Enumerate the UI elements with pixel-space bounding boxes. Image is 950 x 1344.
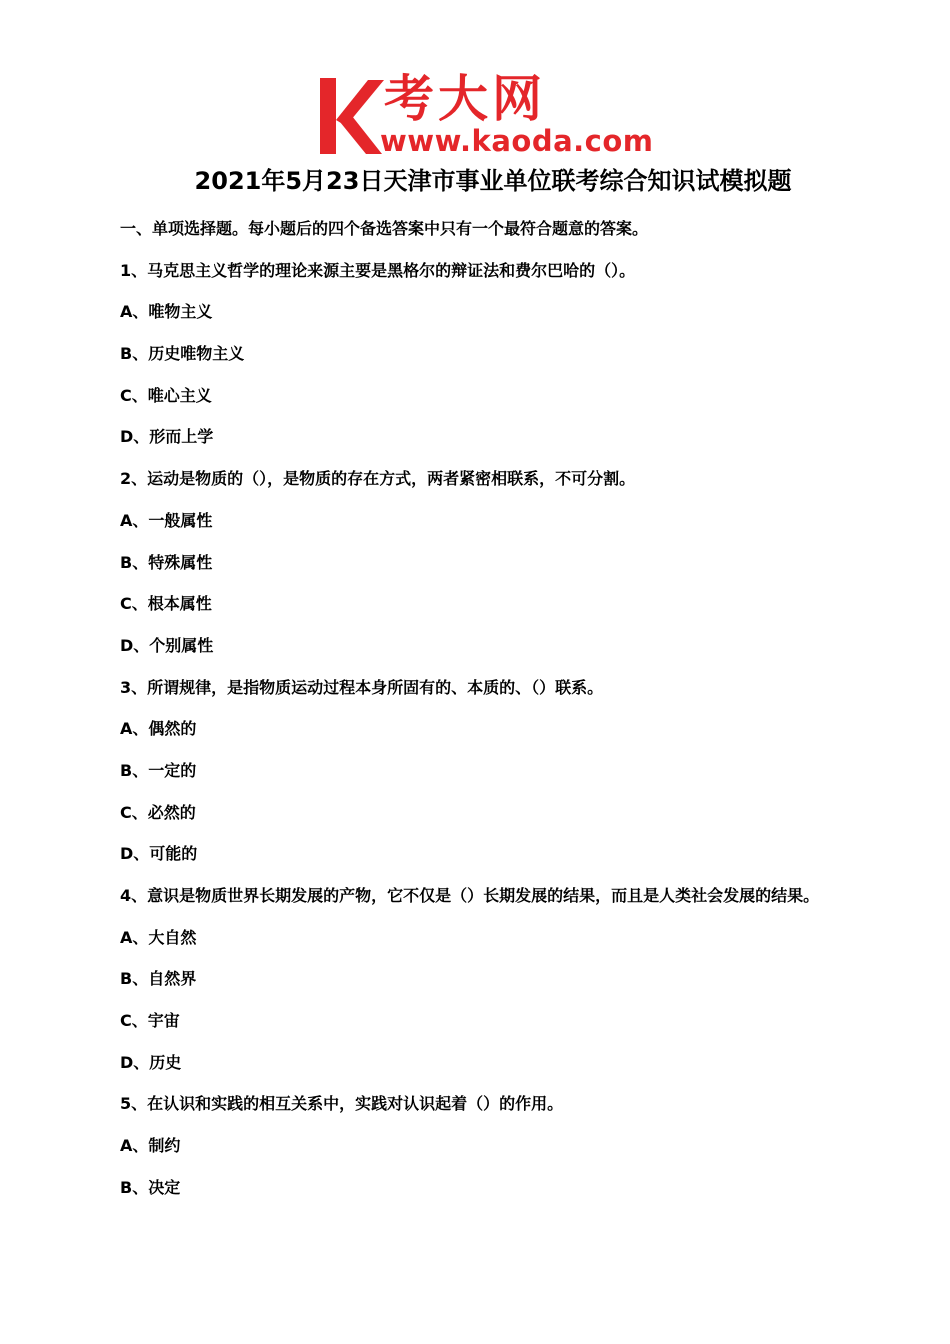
- answer-option: B、自然界: [120, 969, 197, 989]
- answer-option: A、大自然: [120, 927, 197, 947]
- answer-option: C、根本属性: [120, 594, 212, 614]
- question-stem: 3、所谓规律，是指物质运动过程本身所固有的、本质的、（）联系。: [120, 677, 604, 697]
- answer-option: B、一定的: [120, 760, 197, 780]
- answer-option: D、可能的: [120, 844, 198, 864]
- answer-option: B、决定: [120, 1177, 181, 1197]
- logo-url-text: www.kaoda.com: [380, 124, 654, 158]
- logo-chinese-text: 考大网: [384, 70, 546, 128]
- kaoda-logo: [316, 70, 654, 160]
- answer-option: A、偶然的: [120, 719, 197, 739]
- answer-option: D、历史: [120, 1052, 182, 1072]
- question-stem: 1、马克思主义哲学的理论来源主要是黑格尔的辩证法和费尔巴哈的（）。: [120, 260, 636, 280]
- answer-option: B、历史唯物主义: [120, 344, 245, 364]
- question-list: [120, 214, 920, 1215]
- answer-option: A、制约: [120, 1136, 181, 1156]
- answer-option: D、个别属性: [120, 635, 214, 655]
- answer-option: A、唯物主义: [120, 302, 213, 322]
- section-heading: 一、单项选择题。每小题后的四个备选答案中只有一个最符合题意的答案。: [120, 219, 649, 238]
- question-stem: 5、在认识和实践的相互关系中，实践对认识起着（）的作用。: [120, 1094, 564, 1114]
- answer-option: B、特殊属性: [120, 552, 213, 572]
- answer-option: C、宇宙: [120, 1011, 180, 1031]
- question-stem: 4、意识是物质世界长期发展的产物，它不仅是（）长期发展的结果，而且是人类社会发展的结果。: [120, 886, 820, 905]
- k-logo-icon: [316, 76, 388, 156]
- answer-option: C、唯心主义: [120, 385, 212, 405]
- answer-option: A、一般属性: [120, 510, 213, 530]
- page-title: 2021年5月23日天津市事业单位联考综合知识试模拟题: [194, 167, 792, 195]
- answer-option: C、必然的: [120, 802, 196, 822]
- answer-option: D、形而上学: [120, 427, 214, 447]
- question-stem: 2、运动是物质的（），是物质的存在方式，两者紧密相联系，不可分割。: [120, 469, 636, 489]
